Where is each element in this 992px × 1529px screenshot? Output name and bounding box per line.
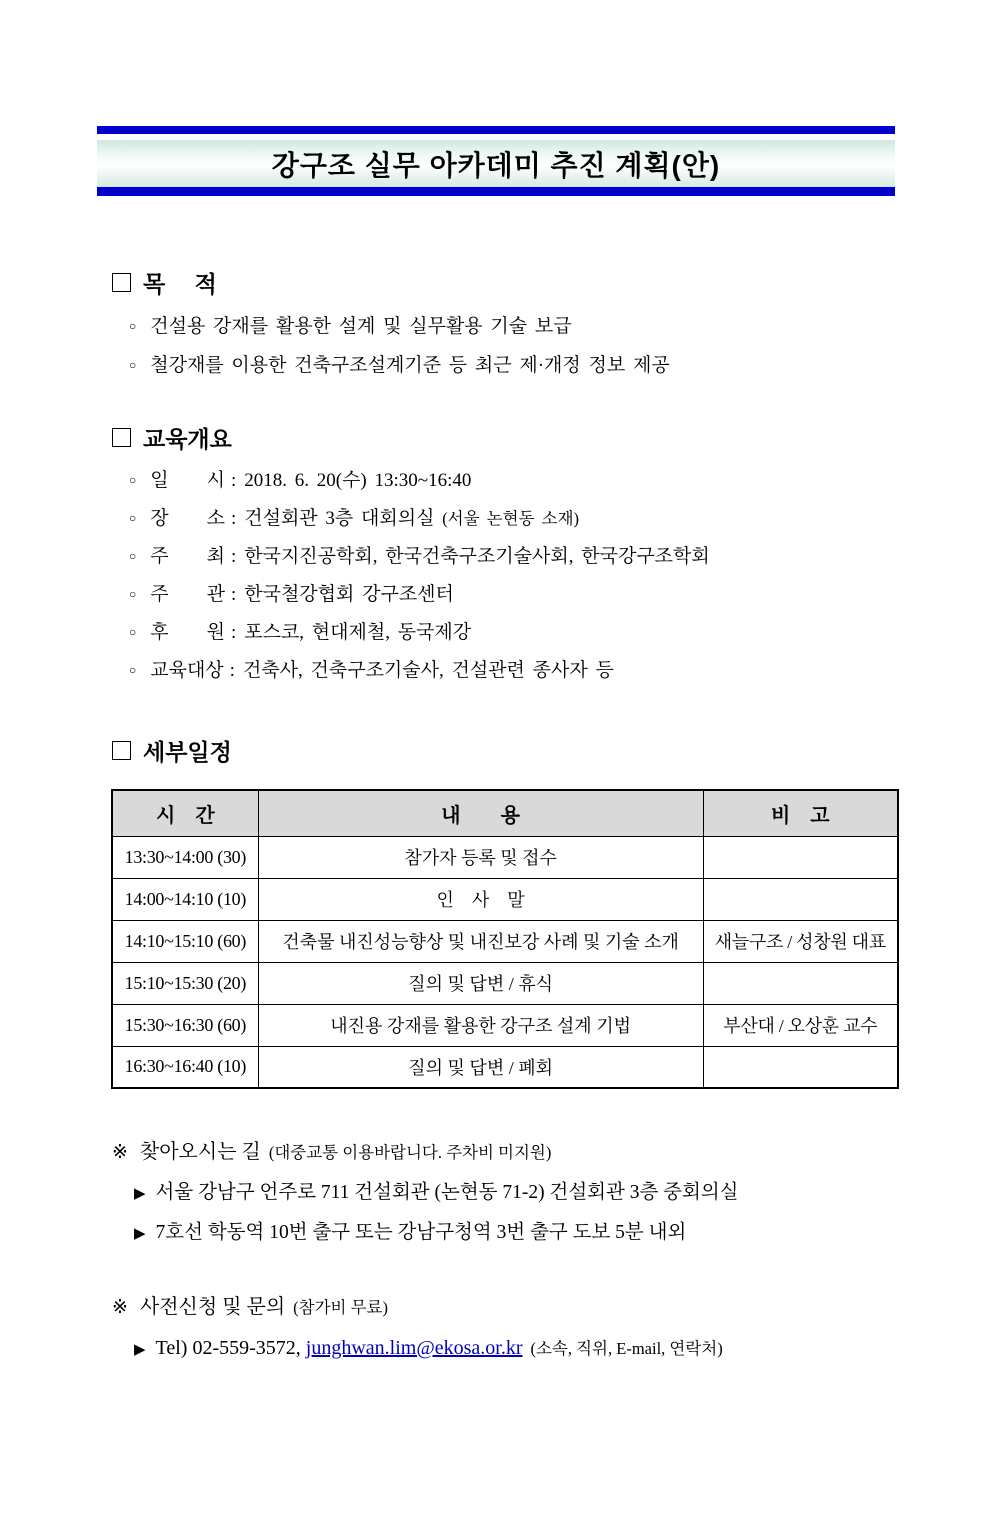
section-schedule xyxy=(97,734,895,1089)
overview-item-sponsor xyxy=(129,617,895,644)
overview-item-value: 건설회관 3층 대회의실 xyxy=(244,508,435,529)
overview-item-organizer xyxy=(129,579,895,606)
schedule-heading-label: 세부일정 xyxy=(143,739,232,765)
table-row xyxy=(112,836,898,878)
page-title: 강구조 실무 아카데미 추진 계획(안) xyxy=(271,149,721,181)
cell-time: 13:30~14:00 (30) xyxy=(112,836,258,878)
overview-item-colon: : xyxy=(230,546,237,567)
circle-bullet-icon: ○ xyxy=(129,663,137,677)
directions-line-text: 서울 강남구 언주로 711 건설회관 (논현동 71-2) 건설회관 3층 중회의실 xyxy=(155,1182,739,1203)
circle-bullet-icon: ○ xyxy=(129,625,137,639)
contact-paren: (소속, 직위, E-mail, 연락처) xyxy=(530,1339,723,1358)
cell-time: 15:10~15:30 (20) xyxy=(112,962,258,1004)
banner-body xyxy=(97,140,895,187)
circle-bullet-icon: ○ xyxy=(129,511,137,525)
reference-mark-icon: ※ xyxy=(112,1297,128,1318)
table-header-row xyxy=(112,790,898,836)
overview-item-label: 교육대상 xyxy=(150,660,224,681)
overview-item-value: 포스코, 현대제철, 동국제강 xyxy=(244,622,472,643)
title-banner xyxy=(97,126,895,196)
circle-bullet-icon: ○ xyxy=(129,549,137,563)
checkbox-icon xyxy=(112,741,131,760)
overview-item-value: 한국지진공학회, 한국건축구조기술사회, 한국강구조학회 xyxy=(244,546,710,567)
schedule-heading xyxy=(112,734,895,767)
purpose-item-text: 철강재를 이용한 건축구조설계기준 등 최근 제·개정 정보 제공 xyxy=(150,355,670,376)
overview-item-value: 한국철강협회 강구조센터 xyxy=(244,584,454,605)
table-row xyxy=(112,920,898,962)
cell-note xyxy=(703,836,898,878)
overview-item-colon: : xyxy=(230,470,237,491)
triangle-bullet-icon: ▶ xyxy=(134,1226,146,1242)
document-page xyxy=(0,126,992,1360)
overview-item-value: 2018. 6. 20(수) 13:30~16:40 xyxy=(244,470,472,491)
cell-time: 14:00~14:10 (10) xyxy=(112,878,258,920)
circle-bullet-icon: ○ xyxy=(129,587,137,601)
purpose-heading-label: 목 적 xyxy=(143,271,217,297)
overview-item-label: 주 최 xyxy=(150,546,225,567)
overview-item-paren: (서울 논현동 소재) xyxy=(442,509,579,528)
schedule-table xyxy=(111,789,899,1089)
table-row xyxy=(112,1004,898,1046)
banner-bottom-bar xyxy=(97,187,895,196)
section-purpose xyxy=(97,266,895,377)
cell-note: 부산대 / 오상훈 교수 xyxy=(703,1004,898,1046)
circle-bullet-icon: ○ xyxy=(129,358,137,372)
reference-mark-icon: ※ xyxy=(112,1142,128,1163)
overview-heading xyxy=(112,421,895,454)
cell-note xyxy=(703,878,898,920)
cell-note: 새늘구조 / 성창원 대표 xyxy=(703,920,898,962)
cell-content: 인 사 말 xyxy=(258,878,703,920)
overview-item-label: 장 소 xyxy=(150,508,225,529)
overview-item-label: 후 원 xyxy=(150,622,225,643)
overview-item-venue xyxy=(129,503,895,530)
contact-heading-paren: (참가비 무료) xyxy=(293,1298,388,1317)
overview-item-colon: : xyxy=(229,660,235,681)
overview-item-datetime xyxy=(129,465,895,492)
overview-item-host xyxy=(129,541,895,568)
directions-heading-main: 찾아오시는 길 xyxy=(139,1141,261,1163)
overview-item-colon: : xyxy=(230,508,237,529)
purpose-heading xyxy=(112,266,895,299)
cell-content: 내진용 강재를 활용한 강구조 설계 기법 xyxy=(258,1004,703,1046)
directions-heading-paren: (대중교통 이용바랍니다. 주차비 미지원) xyxy=(268,1143,552,1162)
table-row xyxy=(112,878,898,920)
header-note: 비 고 xyxy=(703,790,898,836)
overview-item-colon: : xyxy=(230,584,237,605)
overview-item-label: 주 관 xyxy=(150,584,225,605)
circle-bullet-icon: ○ xyxy=(129,319,137,333)
purpose-item xyxy=(129,350,895,377)
cell-content: 질의 및 답변 / 휴식 xyxy=(258,962,703,1004)
contact-heading xyxy=(112,1290,895,1319)
directions-line-subway xyxy=(134,1216,895,1244)
section-overview xyxy=(97,421,895,682)
cell-time: 15:30~16:30 (60) xyxy=(112,1004,258,1046)
cell-note xyxy=(703,1046,898,1088)
purpose-item xyxy=(129,311,895,338)
section-contact xyxy=(97,1290,895,1360)
banner-top-bar xyxy=(97,126,895,134)
overview-heading-label: 교육개요 xyxy=(143,426,232,452)
cell-note xyxy=(703,962,898,1004)
header-content: 내 용 xyxy=(258,790,703,836)
triangle-bullet-icon: ▶ xyxy=(134,1186,146,1202)
overview-item-audience xyxy=(129,655,895,682)
directions-line-address xyxy=(134,1176,895,1204)
checkbox-icon xyxy=(112,273,131,292)
circle-bullet-icon: ○ xyxy=(129,473,137,487)
overview-item-colon: : xyxy=(230,622,237,643)
contact-heading-main: 사전신청 및 문의 xyxy=(139,1296,286,1318)
cell-time: 16:30~16:40 (10) xyxy=(112,1046,258,1088)
cell-content: 참가자 등록 및 접수 xyxy=(258,836,703,878)
cell-content: 질의 및 답변 / 폐회 xyxy=(258,1046,703,1088)
contact-tel-line xyxy=(134,1335,895,1360)
checkbox-icon xyxy=(112,428,131,447)
overview-item-value: 건축사, 건축구조기술사, 건설관련 종사자 등 xyxy=(242,660,614,681)
table-row xyxy=(112,1046,898,1088)
cell-content: 건축물 내진성능향상 및 내진보강 사례 및 기술 소개 xyxy=(258,920,703,962)
triangle-bullet-icon: ▶ xyxy=(134,1342,146,1358)
purpose-item-text: 건설용 강재를 활용한 설계 및 실무활용 기술 보급 xyxy=(150,316,572,337)
tel-number: Tel) 02-559-3572, xyxy=(155,1337,306,1359)
overview-item-label: 일 시 xyxy=(150,470,225,491)
cell-time: 14:10~15:10 (60) xyxy=(112,920,258,962)
directions-heading xyxy=(112,1135,895,1164)
section-directions xyxy=(97,1135,895,1244)
table-row xyxy=(112,962,898,1004)
directions-line-text: 7호선 학동역 10번 출구 또는 강남구청역 3번 출구 도보 5분 내외 xyxy=(155,1222,687,1243)
header-time: 시 간 xyxy=(112,790,258,836)
email-link[interactable]: junghwan.lim@ekosa.or.kr xyxy=(305,1337,523,1359)
